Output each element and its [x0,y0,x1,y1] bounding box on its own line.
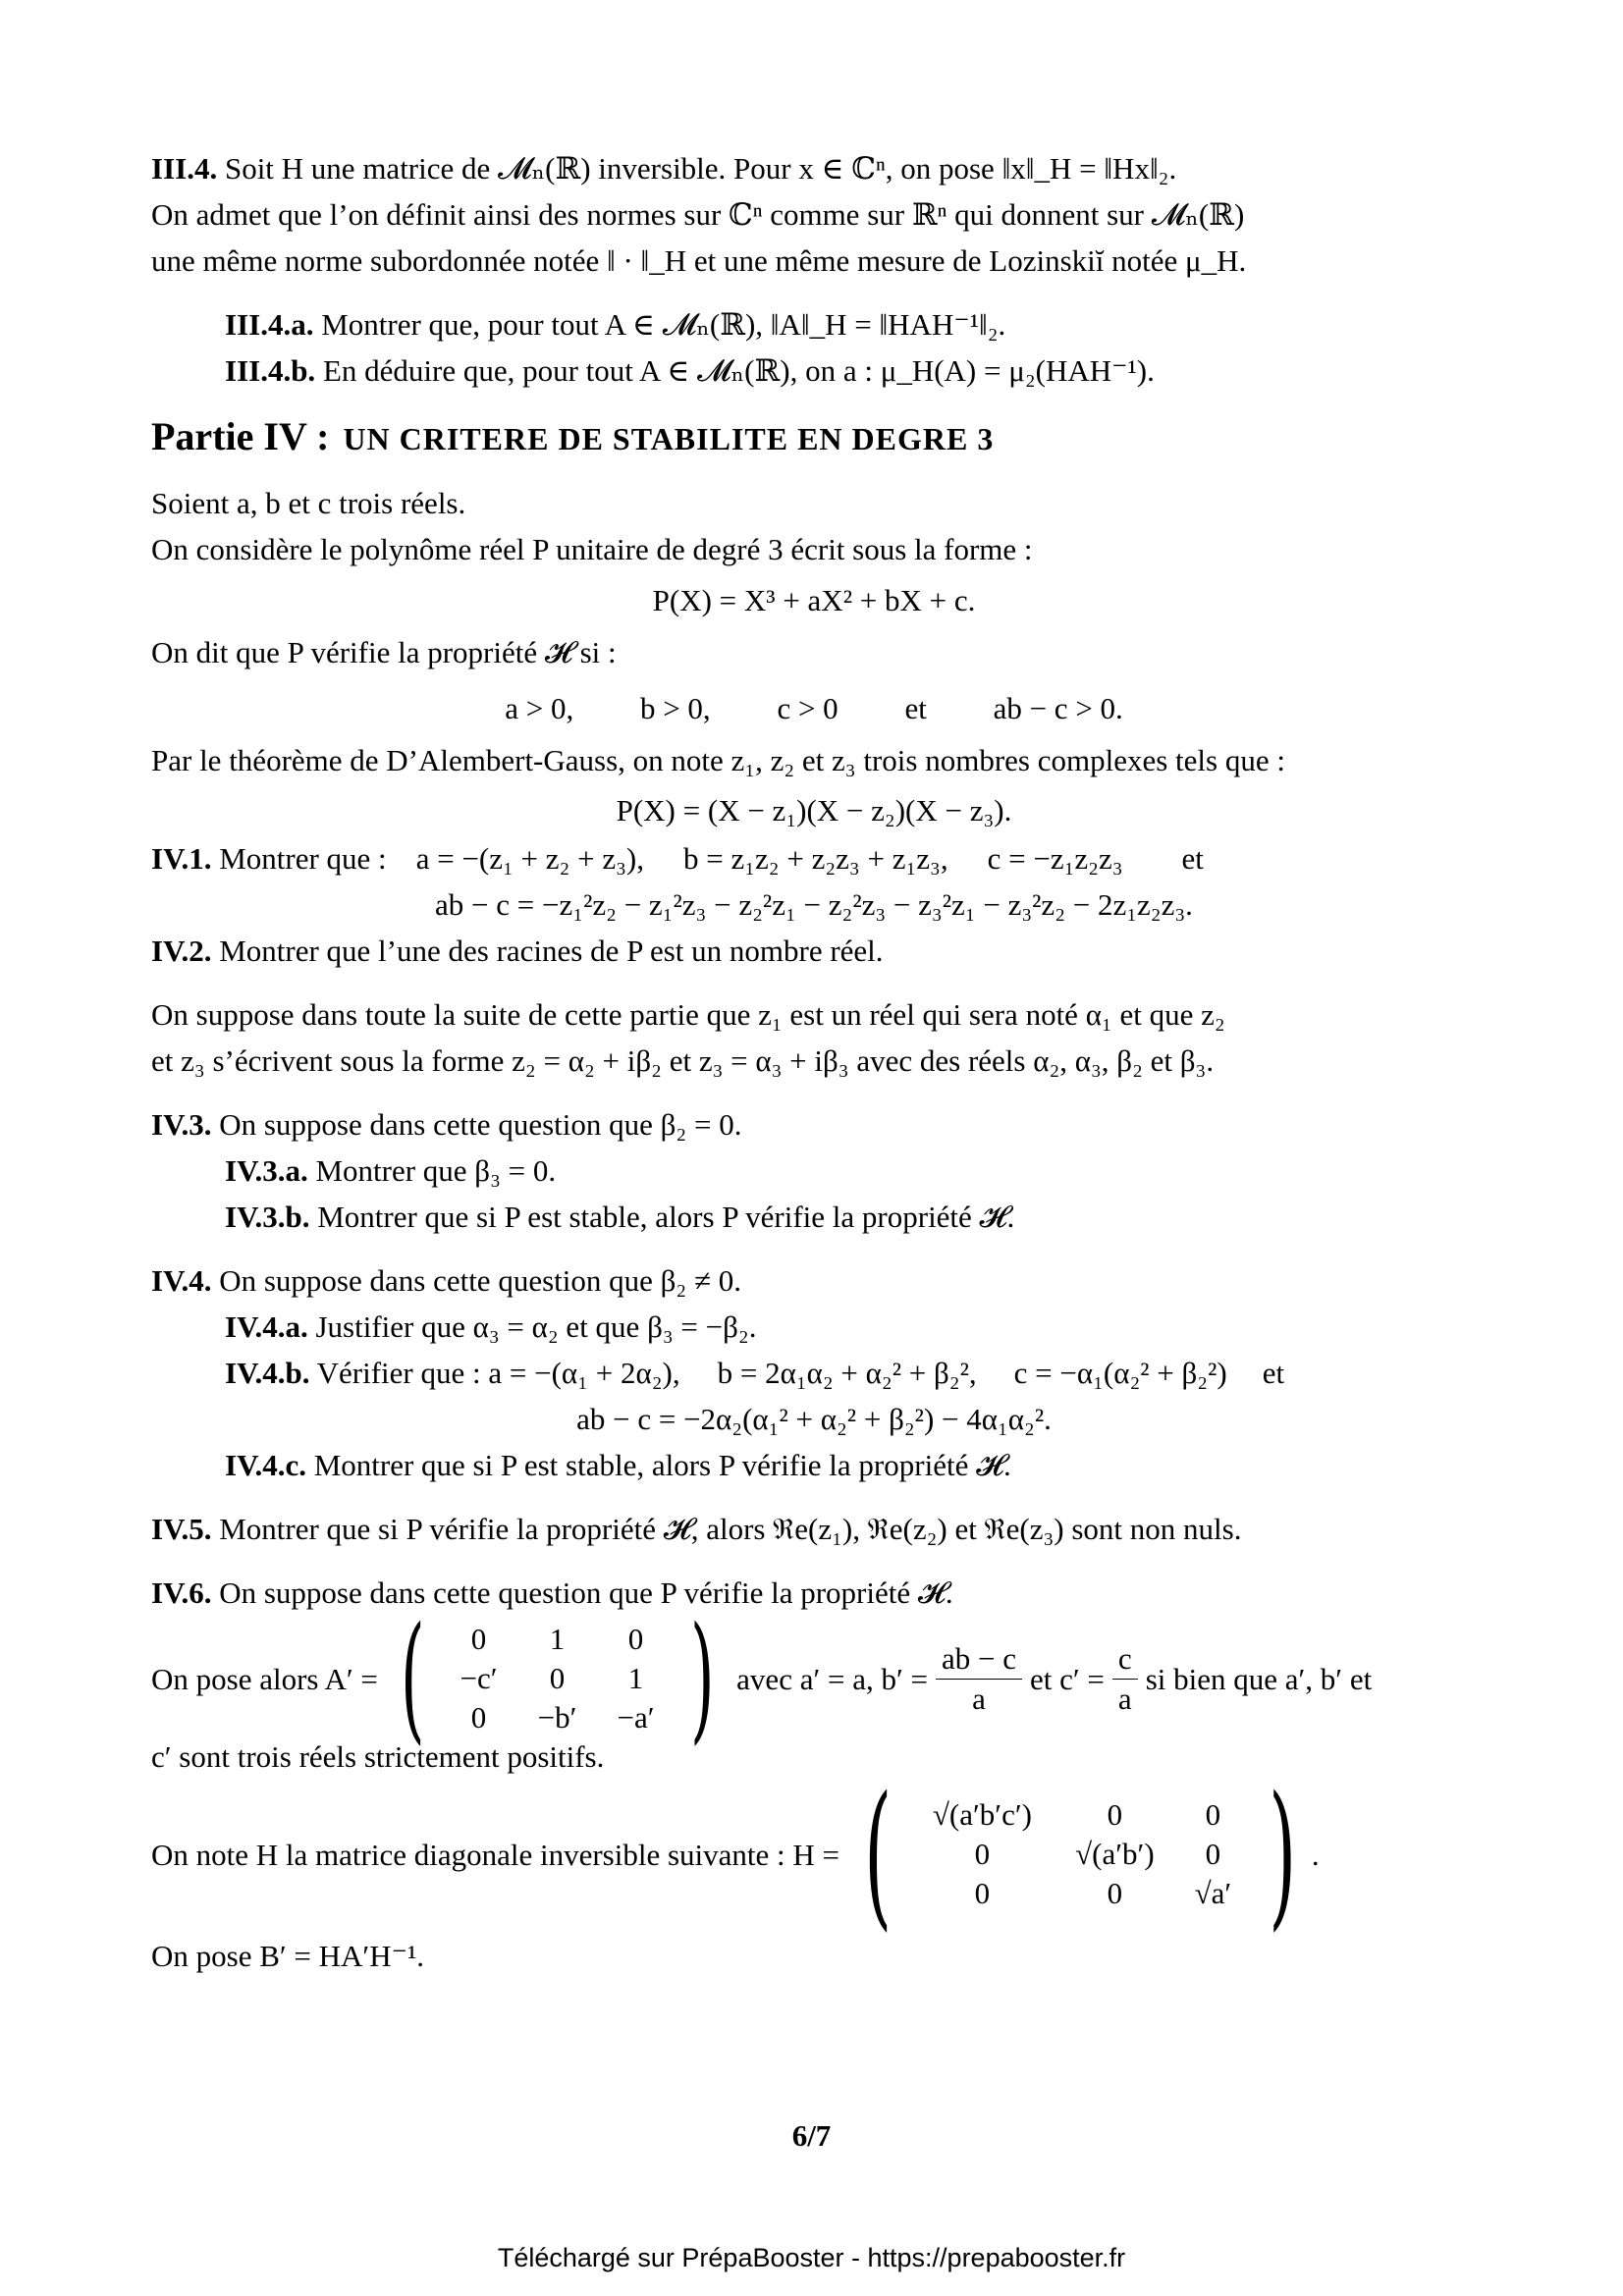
IV3b: IV.3.b. Montrer que si P est stable, alors P vérifie la propriété 𝓗. [225,1200,1015,1234]
IV2: IV.2. Montrer que l’une des racines de P est un nombre réel. [151,934,884,968]
III4-line3: une même norme subordonnée notée ‖ · ‖_H et une même mesure de Lozinskiĭ notée μ_H. [151,243,1247,278]
IV1: IV.1. Montrer que : a = −(z₁ + z₂ + z₃), b = z₁z₂ + z₂z₃ + z₁z₃, c = −z₁z₂z₃ et [151,841,1204,876]
IV4: IV.4. On suppose dans cette question que β₂ ≠ 0. [151,1263,741,1298]
IV3: IV.3. On suppose dans cette question que β₂ = 0. [151,1107,742,1142]
IV3a: IV.3.a. Montrer que β₃ = 0. [225,1153,557,1188]
matrix-A-prime: ( 0 1 0 −c′ 0 1 0 −b′ −a′ ) [400,1598,715,1758]
assume-line2: et z₃ s’écrivent sous la forme z₂ = α₂ + iβ₂ et z₃ = α₃ + iβ₃ avec des réels α₂, α₃, β₂ et β₃. [151,1043,1215,1078]
III4a: III.4.a. Montrer que, pour tout A ∈ 𝓜ₙ(ℝ), ‖A‖_H = ‖HAH⁻¹‖₂. [225,307,1006,342]
IV6-B-definition: On pose B′ = HA′H⁻¹. [151,1939,425,1973]
page-number: 6/7 [791,2118,832,2153]
document-body [151,145,1477,1979]
part4-intro1: Soient a, b et c trois réels. [151,486,466,520]
IV6-H-definition: On note H la matrice diagonale inversible suivante : H = ( √(a′b′c′) 0 0 0 √(a′b′) 0 0 0 √a′ ) . [151,1762,1320,1946]
part4-intro2: On considère le polynôme réel P unitaire de degré 3 écrit sous la forme : [151,532,1033,566]
dalembert-line: Par le théorème de D’Alembert-Gauss, on note z₁, z₂ et z₃ trois nombres complexes tels que : [151,743,1285,777]
IV4a: IV.4.a. Justifier que α₃ = α₂ et que β₃ = −β₂. [225,1309,757,1344]
IV4b: IV.4.b. Vérifier que : a = −(α₁ + 2α₂), b = 2α₁α₂ + α₂² + β₂², c = −α₁(α₂² + β₂²) et [225,1356,1285,1390]
matrix-H: ( √(a′b′c′) 0 0 0 √(a′b′) 0 0 0 √a′ ) [864,1762,1297,1946]
prop-H-conditions: a > 0, b > 0, c > 0 et ab − c > 0. [505,691,1123,725]
III4-line2: On admet que l’on définit ainsi des normes sur ℂⁿ comme sur ℝⁿ qui donnent sur 𝓜ₙ(ℝ) [151,197,1245,232]
download-footer: Téléchargé sur PrépaBooster - https://prepabooster.fr [497,2243,1126,2272]
poly-equation: P(X) = X³ + aX² + bX + c. [652,583,976,617]
IV4c: IV.4.c. Montrer que si P est stable, alors P vérifie la propriété 𝓗. [225,1448,1011,1482]
IV5: IV.5. Montrer que si P vérifie la propriété 𝓗, alors ℜe(z₁), ℜe(z₂) et ℜe(z₃) sont non nuls. [151,1512,1242,1546]
IV6-line2: c′ sont trois réels strictement positifs. [151,1739,605,1774]
IV4b-equation: ab − c = −2α₂(α₁² + α₂² + β₂²) − 4α₁α₂². [576,1402,1052,1436]
III4-line1: III.4. Soit H une matrice de 𝓜ₙ(ℝ) inversible. Pour x ∈ ℂⁿ, on pose ‖x‖_H = ‖Hx‖₂. [151,151,1177,186]
assume-line1: On suppose dans toute la suite de cette partie que z₁ est un réel qui sera noté α₁ et que z₂ [151,997,1225,1032]
IV6-A-definition: On pose alors A′ = ( 0 1 0 −c′ 0 1 0 −b′ −a′ ) avec a′ = a, b′ = $\frac{ab - c}{a}$ et c′ = $\frac{c}{a}$ si bien que a′, b′ et [151,1598,1373,1758]
prop-H-def: On dit que P vérifie la propriété 𝓗 si : [151,635,617,669]
IV6: IV.6. On suppose dans cette question que P vérifie la propriété 𝓗. [151,1575,953,1610]
factor-equation: P(X) = (X − z₁)(X − z₂)(X − z₃). [616,793,1012,828]
fraction-b-prime: $\frac{ab - c}{a}$ [936,1639,1022,1719]
III4b: III.4.b. En déduire que, pour tout A ∈ 𝓜ₙ(ℝ), on a : μ_H(A) = μ₂(HAH⁻¹). [225,353,1155,388]
part4-heading: Partie IV : UN CRITERE DE STABILITE EN DEGRE 3 [151,414,995,458]
IV1-equation: ab − c = −z₁²z₂ − z₁²z₃ − z₂²z₁ − z₂²z₃ − z₃²z₁ − z₃²z₂ − 2z₁z₂z₃. [435,887,1193,922]
fraction-c-prime: $\frac{c}{a}$ [1112,1639,1138,1719]
